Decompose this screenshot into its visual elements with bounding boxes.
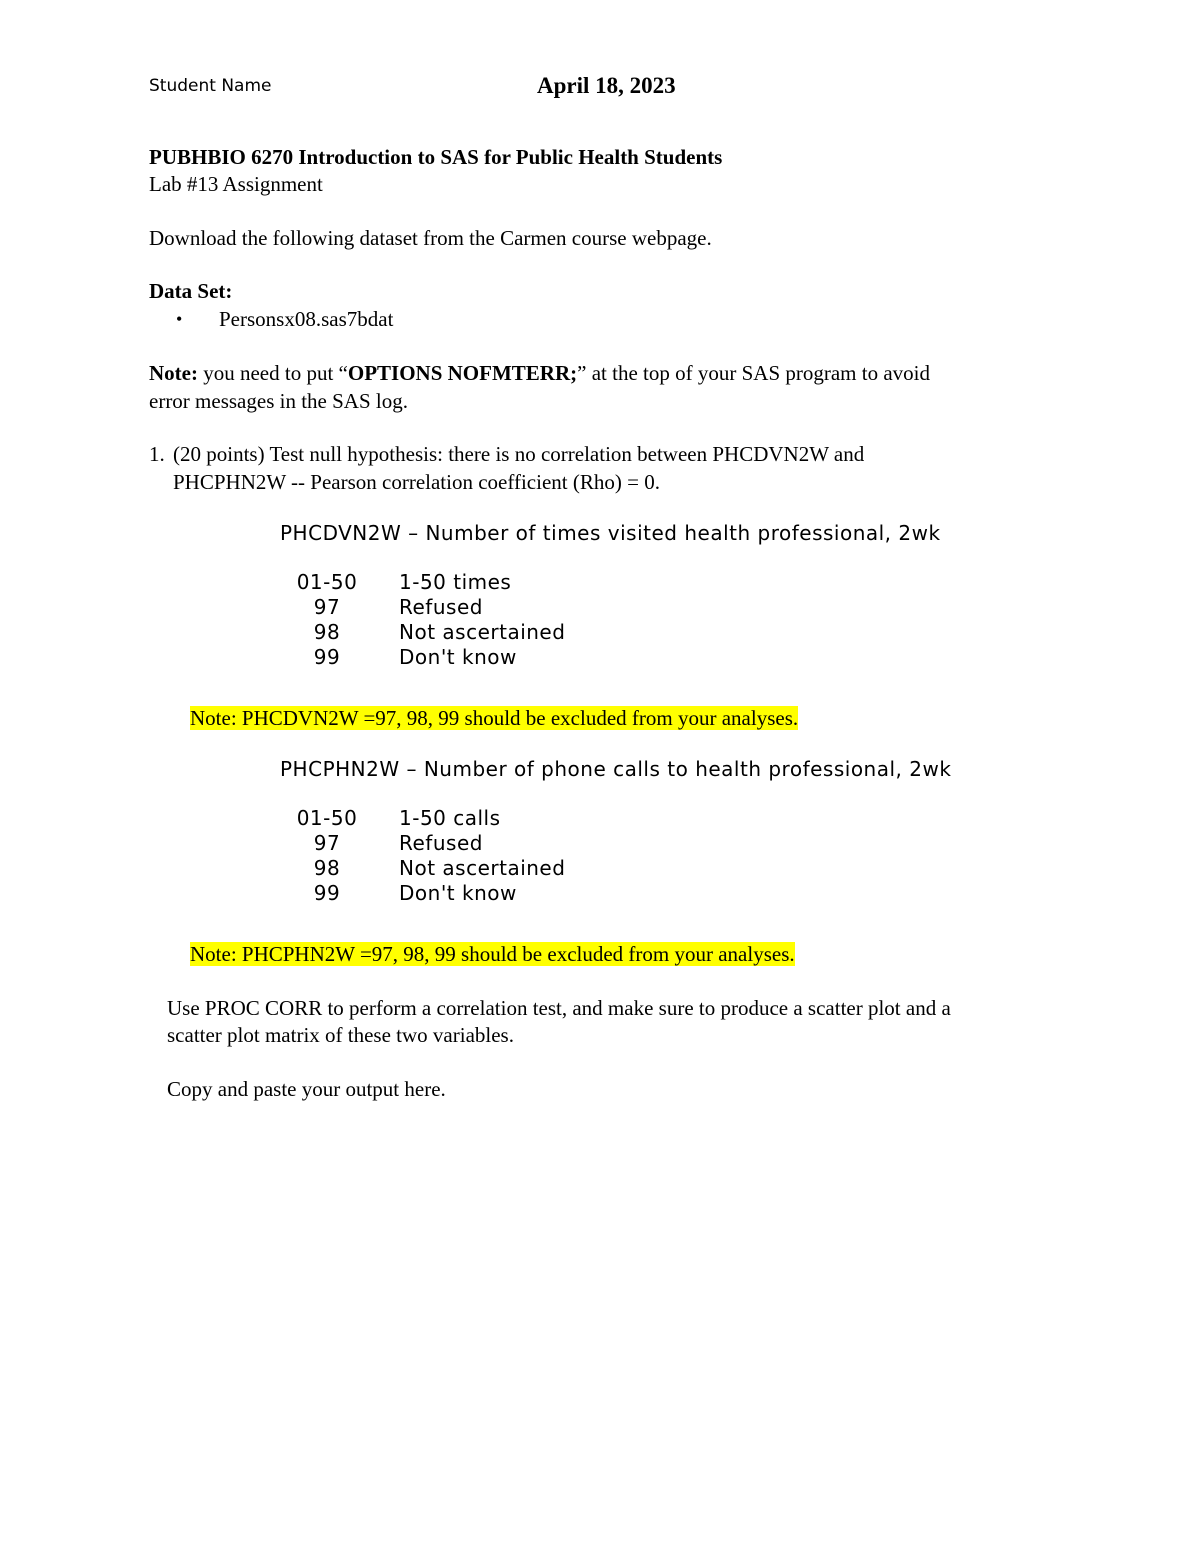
- var1-title: PHCDVN2W – Number of times visited health professional, 2wk: [280, 521, 941, 545]
- copy-paste-instruction: Copy and paste your output here.: [167, 1077, 446, 1101]
- proc-corr-line2: scatter plot matrix of these two variables.: [167, 1023, 514, 1047]
- code-label: Not ascertained: [399, 620, 566, 644]
- code-value: 98: [313, 620, 341, 644]
- question-number: 1.: [149, 442, 165, 466]
- var2-title: PHCPHN2W – Number of phone calls to health professional, 2wk: [280, 757, 952, 781]
- var1-code-table: [287, 570, 687, 670]
- code-value: 97: [313, 595, 341, 619]
- dataset-item: Personsx08.sas7bdat: [219, 307, 394, 331]
- document-date: April 18, 2023: [537, 73, 676, 98]
- code-label: Refused: [399, 831, 483, 855]
- code-value: 99: [313, 881, 341, 905]
- code-label: Don't know: [399, 881, 517, 905]
- code-value: 99: [313, 645, 341, 669]
- highlighted-note: Note: PHCPHN2W =97, 98, 99 should be excluded from your analyses.: [190, 942, 795, 966]
- var1-exclusion-note: [190, 704, 798, 732]
- code-label: 1-50 calls: [399, 806, 501, 830]
- note-post: ” at the top of your SAS program to avoid: [577, 361, 930, 385]
- code-value: 97: [313, 831, 341, 855]
- note-pre: you need to put “: [197, 361, 348, 385]
- options-note: [149, 359, 930, 387]
- highlighted-note: Note: PHCDVN2W =97, 98, 99 should be excluded from your analyses.: [190, 706, 799, 730]
- var2-code-table: [287, 806, 687, 906]
- student-name: Student Name: [149, 76, 272, 96]
- note-code: OPTIONS NOFMTERR;: [347, 361, 578, 385]
- var2-exclusion-note: [190, 940, 795, 968]
- question-line2: PHCPHN2W -- Pearson correlation coefficient (Rho) = 0.: [173, 470, 660, 494]
- code-value: 01-50: [296, 806, 358, 830]
- code-label: 1-50 times: [399, 570, 512, 594]
- code-label: Refused: [399, 595, 483, 619]
- options-note-line2: error messages in the SAS log.: [149, 389, 408, 413]
- course-title: PUBHBIO 6270 Introduction to SAS for Public Health Students: [149, 145, 723, 169]
- code-label: Not ascertained: [399, 856, 566, 880]
- code-value: 98: [313, 856, 341, 880]
- code-value: 01-50: [296, 570, 358, 594]
- bullet-icon: •: [176, 309, 183, 329]
- download-instruction: Download the following dataset from the Carmen course webpage.: [149, 226, 712, 250]
- proc-corr-line1: Use PROC CORR to perform a correlation test, and make sure to produce a scatter plot and a: [167, 996, 951, 1020]
- code-label: Don't know: [399, 645, 517, 669]
- assignment-title: Lab #13 Assignment: [149, 172, 323, 196]
- dataset-heading: Data Set:: [149, 279, 233, 303]
- note-label: Note:: [149, 361, 198, 385]
- question-line1: (20 points) Test null hypothesis: there is no correlation between PHCDVN2W and: [173, 442, 865, 466]
